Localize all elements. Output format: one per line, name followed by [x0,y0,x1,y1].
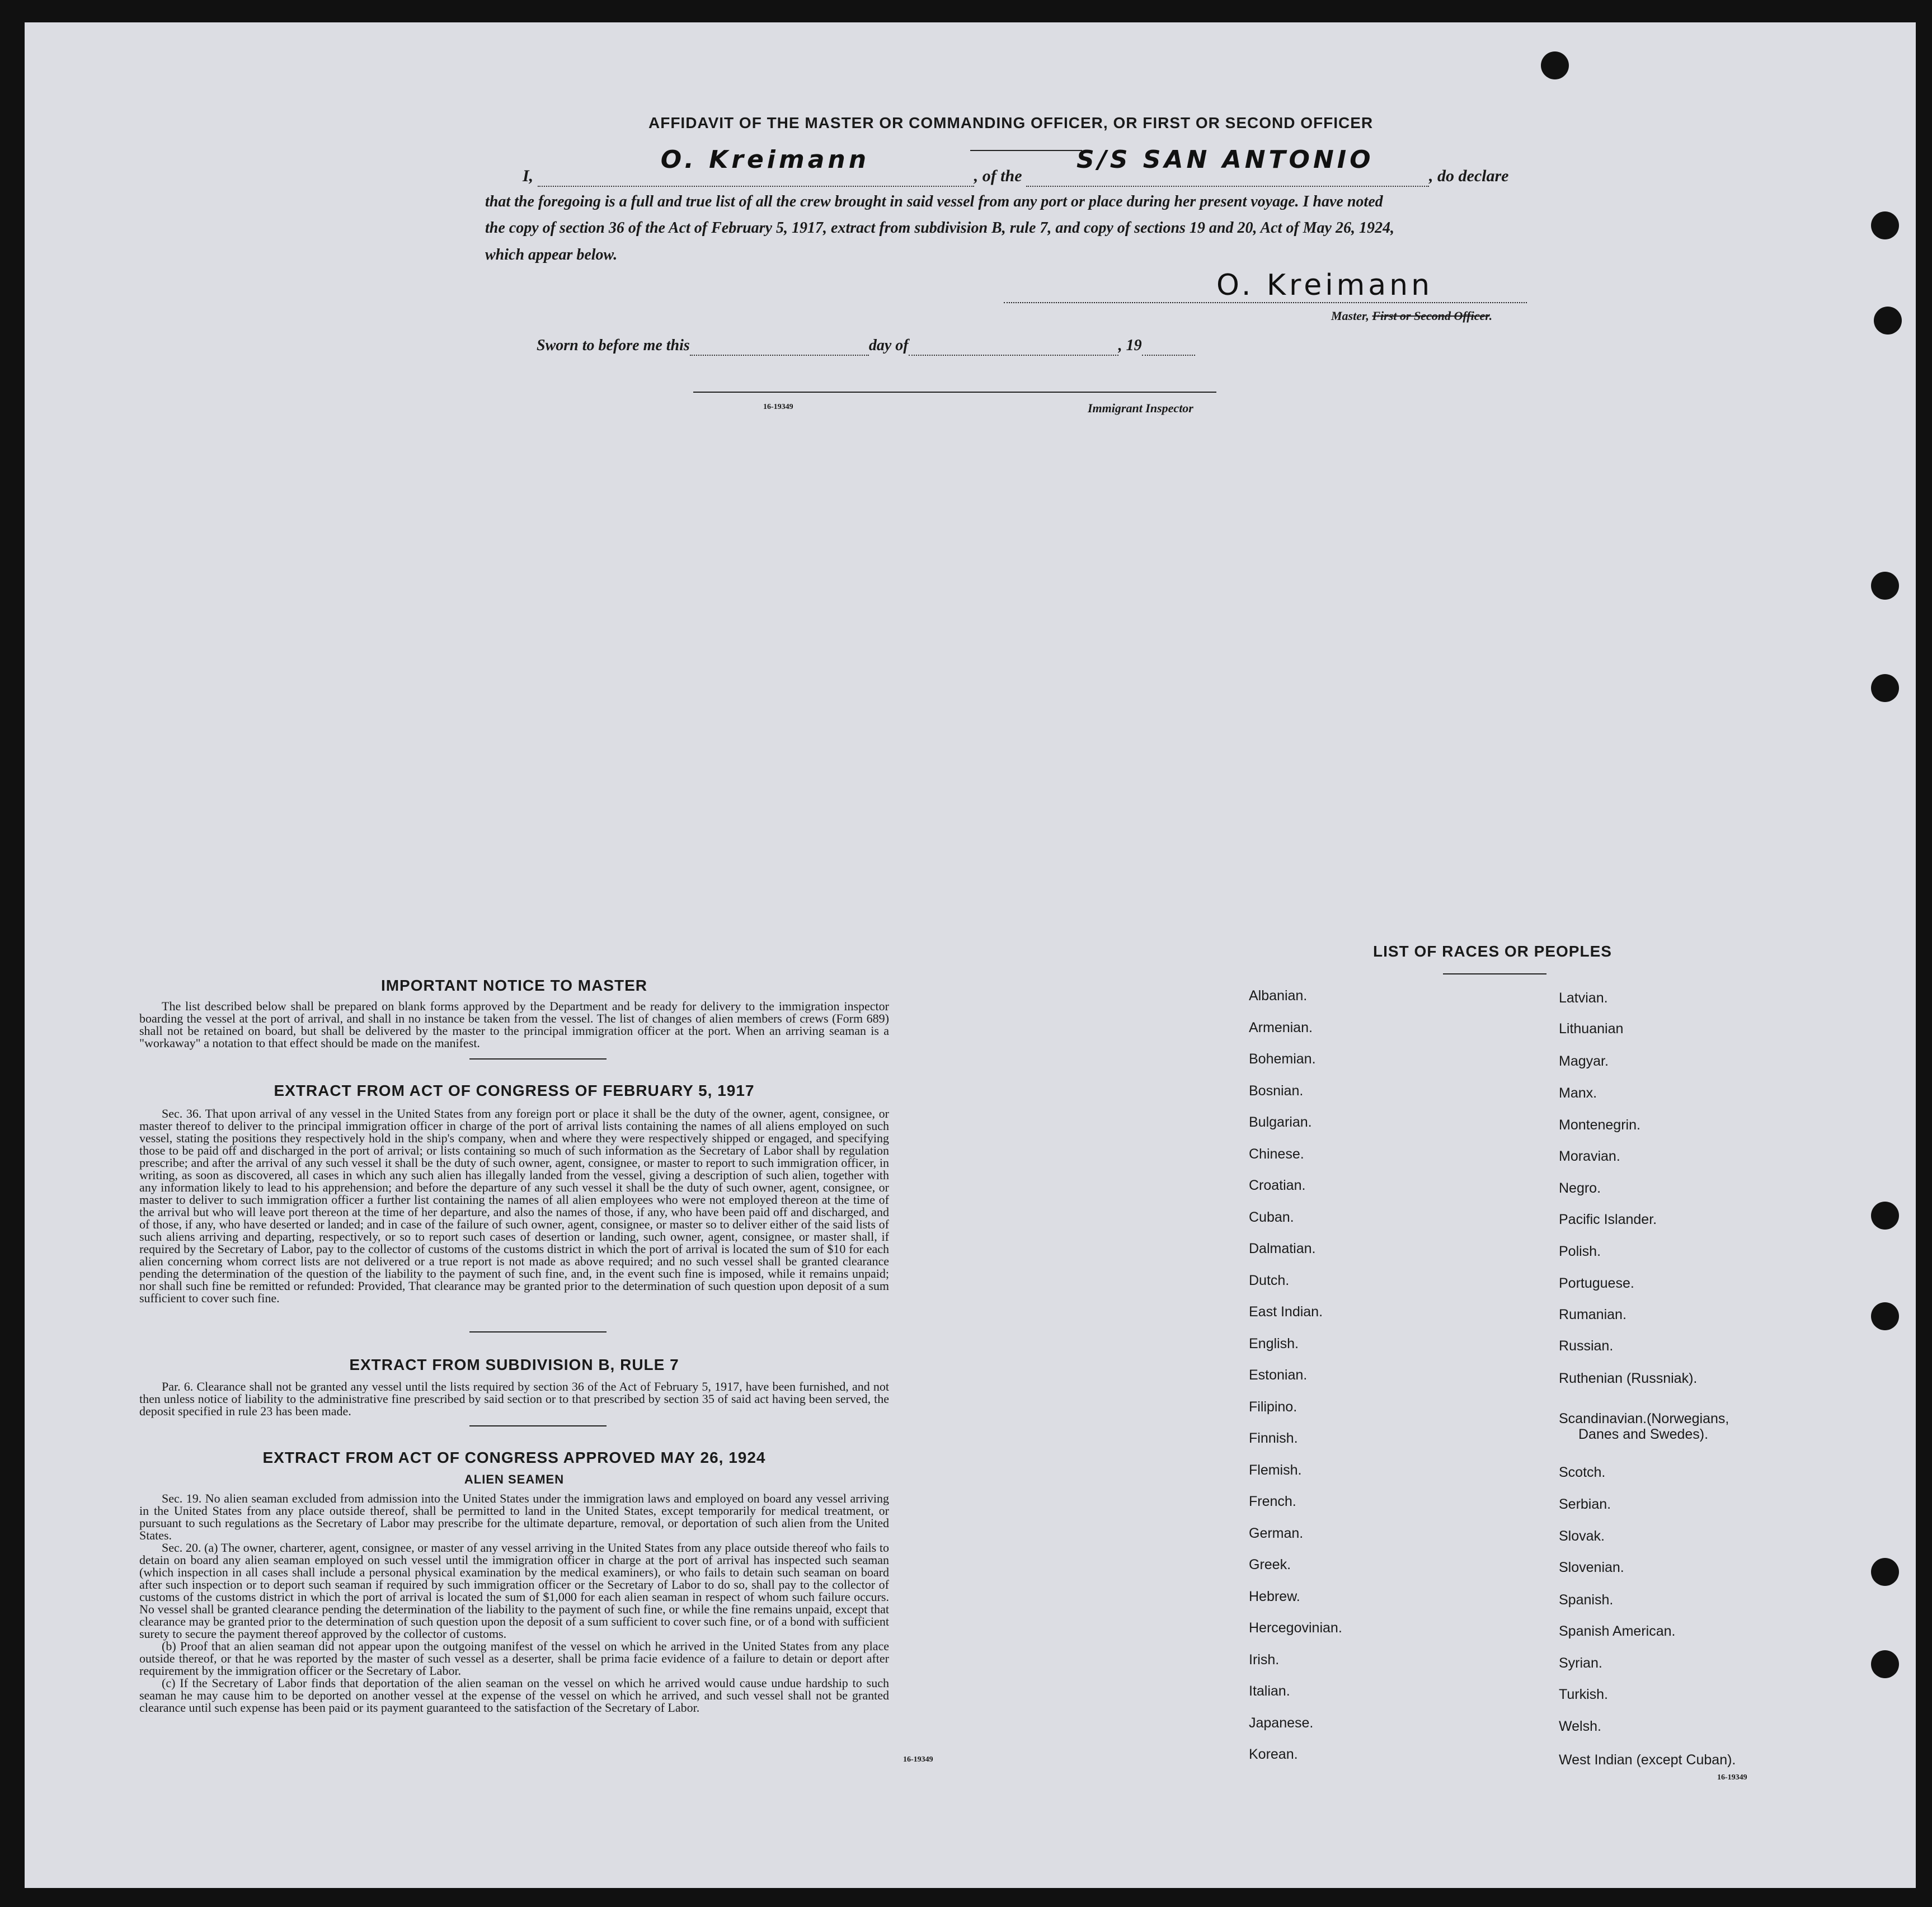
affidavit-line-2: that the foregoing is a full and true list of all the crew brought in said vessel from any port or place during her present voyage. I have noted [485,193,1383,210]
race-item: Syrian. [1559,1655,1602,1671]
title-underline [970,150,1082,151]
sworn-month-field [909,337,1118,356]
section-20c: (c) If the Secretary of Labor finds that deportation of the alien seaman on the vessel on which he arrived would cause undue hardship to such seaman he may cause him to be deported on another vessel at the expense of the vessel on which he arrived, and such vessel shall not be granted clearance until such expense has been paid or its payment guaranteed to the satisfaction of the Secretary of Labor. [139,1676,889,1715]
race-item: French. [1249,1494,1296,1509]
vessel-name-field [1026,145,1429,187]
race-item: Dutch. [1249,1273,1290,1288]
master-signature-name: O. Kreimann [660,145,870,174]
race-item: Bohemian. [1249,1051,1316,1067]
role-master: Master, [1331,309,1369,323]
race-item: Montenegrin. [1559,1117,1640,1133]
affidavit-declaration-line [523,145,1558,187]
sworn-day-field [690,337,869,356]
extract-1924-body [139,1492,889,1714]
officer-signature: O. Kreimann [1216,269,1433,302]
notice-text: The list described below shall be prepared on blank forms approved by the Department and be ready for delivery to the immigration inspector boarding the vessel at the port of arrival, and shall in no instance be taken from the vessel. The list of changes of alien members of crews (Form 689) shall not be retained on board, but shall be delivered by the master to the principal immigration officer at the port. When an arriving seaman is a "workaway" a notation to that effect should be made on the manifest. [139,999,889,1050]
extract-1924-title: EXTRACT FROM ACT OF CONGRESS APPROVED MAY 26, 1924 [262,1449,766,1466]
signature-role [1331,309,1492,323]
section-20b: (b) Proof that an alien seaman did not appear upon the outgoing manifest of the vessel on which he arrived in the United States from any place outside thereof, or that he was reported by the master of such vessel as a deserter, shall be prima facie evidence of a failure to detain or deport after requirement by the immigration officer or the Secretary of Labor. [139,1639,889,1678]
divider [469,1058,607,1060]
punch-hole [1871,1650,1899,1678]
year-label: , 19 [1118,337,1142,354]
extract-form-number: 16-19349 [903,1755,933,1764]
punch-hole [1871,1302,1899,1330]
race-item: German. [1249,1525,1304,1541]
race-item: Flemish. [1249,1462,1302,1478]
race-item: Russian. [1559,1338,1614,1354]
race-item: English. [1249,1336,1299,1352]
race-item: Polish. [1559,1244,1601,1259]
affidavit-form-number: 16-19349 [763,403,793,411]
race-item: Latvian. [1559,990,1608,1006]
role-end: . [1489,309,1493,323]
race-item: Scandinavian.(Norwegians, [1559,1411,1729,1426]
extract-1924-subtitle: ALIEN SEAMEN [464,1472,565,1486]
divider [469,1425,607,1426]
punch-hole [1541,51,1569,79]
affidavit-line-3: the copy of section 36 of the Act of February 5, 1917, extract from subdivision B, rule 7, and copy of sections 19 and 20, Act of May 26, 1924, [485,219,1394,237]
notice-title: IMPORTANT NOTICE TO MASTER [380,977,648,994]
sworn-line [537,337,1195,356]
races-title: LIST OF RACES OR PEOPLES [1373,943,1612,960]
race-item: Magyar. [1559,1053,1609,1069]
race-item: Spanish American. [1559,1623,1676,1639]
punch-hole [1871,211,1899,239]
race-item: Portuguese. [1559,1275,1634,1291]
inspector-label: Immigrant Inspector [1088,401,1193,415]
race-item: Manx. [1559,1085,1597,1101]
race-item: Negro. [1559,1180,1601,1196]
race-item: Chinese. [1249,1146,1304,1162]
race-item: Ruthenian (Russniak). [1559,1371,1698,1386]
punch-hole [1871,1202,1899,1230]
inspector-line [693,392,1216,393]
extract-1917-title: EXTRACT FROM ACT OF CONGRESS OF FEBRUARY 5, 1917 [274,1082,755,1099]
race-item: Serbian. [1559,1496,1611,1512]
race-item: Italian. [1249,1683,1290,1699]
role-struck: First or Second Officer [1372,309,1489,323]
race-item: Croatian. [1249,1178,1306,1193]
race-item: Moravian. [1559,1148,1620,1164]
race-item: Estonian. [1249,1367,1308,1383]
race-item: Filipino. [1249,1399,1298,1415]
race-item: West Indian (except Cuban). [1559,1752,1736,1768]
race-item: Bosnian. [1249,1083,1304,1099]
race-item: Greek. [1249,1557,1291,1572]
race-item: Albanian. [1249,988,1308,1004]
day-of-label: day of [868,337,909,354]
races-form-number: 16-19349 [1717,1773,1747,1782]
race-item: East Indian. [1249,1304,1323,1320]
races-title-underline [1443,973,1546,974]
signature-line [1004,302,1527,303]
rule-7-title: EXTRACT FROM SUBDIVISION B, RULE 7 [349,1356,679,1373]
race-item: Irish. [1249,1652,1280,1668]
vessel-name: S/S SAN ANTONIO [1077,145,1374,174]
punch-hole [1871,1558,1899,1586]
race-item: Finnish. [1249,1430,1298,1446]
extract-1917-text: Sec. 36. That upon arrival of any vessel in the United States from any foreign port or place it shall be the duty of the owner, agent, consignee, or master thereof to deliver to the principal immigration officer in charge of the port of arrival lists containing the names of all aliens employed on such vessel, stating the positions they respectively hold in the ship's company, when and where they were respectively shipped or engaged, and specifying those to be paid off and discharged in the port of arrival; or lists containing so much of such information as the Secretary of Labor shall by regulation prescribe; and after the arrival of any such vessel it shall be the duty of such owner, agent, consignee, or master to report to such immigration officer, in writing, as soon as discovered, all cases in which any such alien has illegally landed from the vessel, giving a description of such alien, together with any information likely to lead to his apprehension; and before the departure of any such vessel it shall be the duty of such owner, agent, consignee, or master to deliver to such immigration officer a further list containing the names of all alien employees who were not employed thereon at the time of the arrival but who will leave port thereon at the time of her departure, and also the names of those, if any, who have been paid off and discharged, and of those, if any, who have deserted or landed; and in case of the failure of such owner, agent, consignee, or master so to deliver either of the said lists of such aliens arriving and departing, respectively, or so to report such cases of desertion or landing, such owner, agent, consignee, or master shall, if required by the Secretary of Labor, pay to the collector of customs of the customs district in which the port of arrival is located the sum of $10 for each alien concerning whom correct lists are not delivered or a true report is not made as above required; and no such vessel shall be granted clearance pending the determination of the question of the liability to the payment of such fine, and, in the event such fine is imposed, while it remains unpaid; nor shall such fine be remitted or refunded: Provided, That clearance may be granted prior to the determination of such question upon deposit of a sum sufficient to cover such fine. [139,1106,889,1305]
race-item: Slovak. [1559,1528,1605,1544]
race-item: Bulgarian. [1249,1114,1312,1130]
race-item: Slovenian. [1559,1560,1624,1575]
affidavit-title: AFFIDAVIT OF THE MASTER OR COMMANDING OFFICER, OR FIRST OR SECOND OFFICER [648,114,1374,131]
punch-hole [1871,572,1899,600]
race-item: Cuban. [1249,1209,1294,1225]
section-19: Sec. 19. No alien seaman excluded from admission into the United States under the immigration laws and employed on board any vessel arriving in the United States from any place outside thereof, shall be permitted to land in the United States, except temporarily for medical treatment, or pursuant to such regulations as the Secretary of Labor may prescribe for the ultimate departure, removal, or deportation of such alien from the United States. [139,1491,889,1542]
race-item: Danes and Swedes). [1578,1426,1709,1442]
master-name-field [538,145,974,187]
race-item: Hercegovinian. [1249,1620,1342,1636]
document-sheet [25,22,1916,1888]
race-item: Lithuanian [1559,1021,1624,1037]
of-the-label: , of the [974,167,1022,185]
race-item: Rumanian. [1559,1307,1627,1322]
race-item: Armenian. [1249,1020,1313,1035]
punch-hole [1874,307,1902,335]
race-item: Turkish. [1559,1687,1608,1702]
rule-7-text: Par. 6. Clearance shall not be granted any vessel until the lists required by section 36 of the Act of February 5, 1917, have been furnished, and not then unless notice of liability to the administrative fine prescribed by said section or to that prescribed by section 35 of said act having been served, the deposit specified in rule 23 has been made. [139,1379,889,1418]
divider [469,1331,607,1332]
do-declare-label: , do declare [1429,167,1509,185]
affidavit-line-4: which appear below. [485,246,618,263]
punch-hole [1871,674,1899,702]
race-item: Welsh. [1559,1718,1601,1734]
sworn-year-field [1142,337,1195,356]
race-item: Hebrew. [1249,1589,1300,1604]
section-20a: Sec. 20. (a) The owner, charterer, agent, consignee, or master of any vessel arriving in the United States from any place outside thereof who fails to detain on board any alien seaman employed on such vessel until the immigration officer in charge at the port of arrival has inspected such seaman (which inspection in all cases shall include a personal physical examination by the medical examiners), or who fails to detain such seaman on board after such inspection or to deport such seaman if required by such immigration officer or the Secretary of Labor to do so, shall pay to the collector of customs of the customs district in which the port of arrival is located the sum of $1,000 for each alien seaman in respect of whom such failure occurs. No vessel shall be granted clearance pending the determination of the liability to the payment of such fine, or while the fine remains unpaid, except that clearance may be granted prior to the determination of such question upon the deposit of a sum sufficient to cover such fine, or of a bond with sufficient surety to secure the payment thereof approved by the collector of customs. [139,1541,889,1641]
race-item: Japanese. [1249,1715,1314,1731]
race-item: Spanish. [1559,1592,1614,1608]
race-item: Scotch. [1559,1465,1606,1480]
race-item: Dalmatian. [1249,1241,1316,1256]
race-item: Pacific Islander. [1559,1212,1657,1227]
sworn-label: Sworn to before me this [537,337,690,354]
intro-i: I, [523,167,534,185]
race-item: Korean. [1249,1746,1298,1762]
